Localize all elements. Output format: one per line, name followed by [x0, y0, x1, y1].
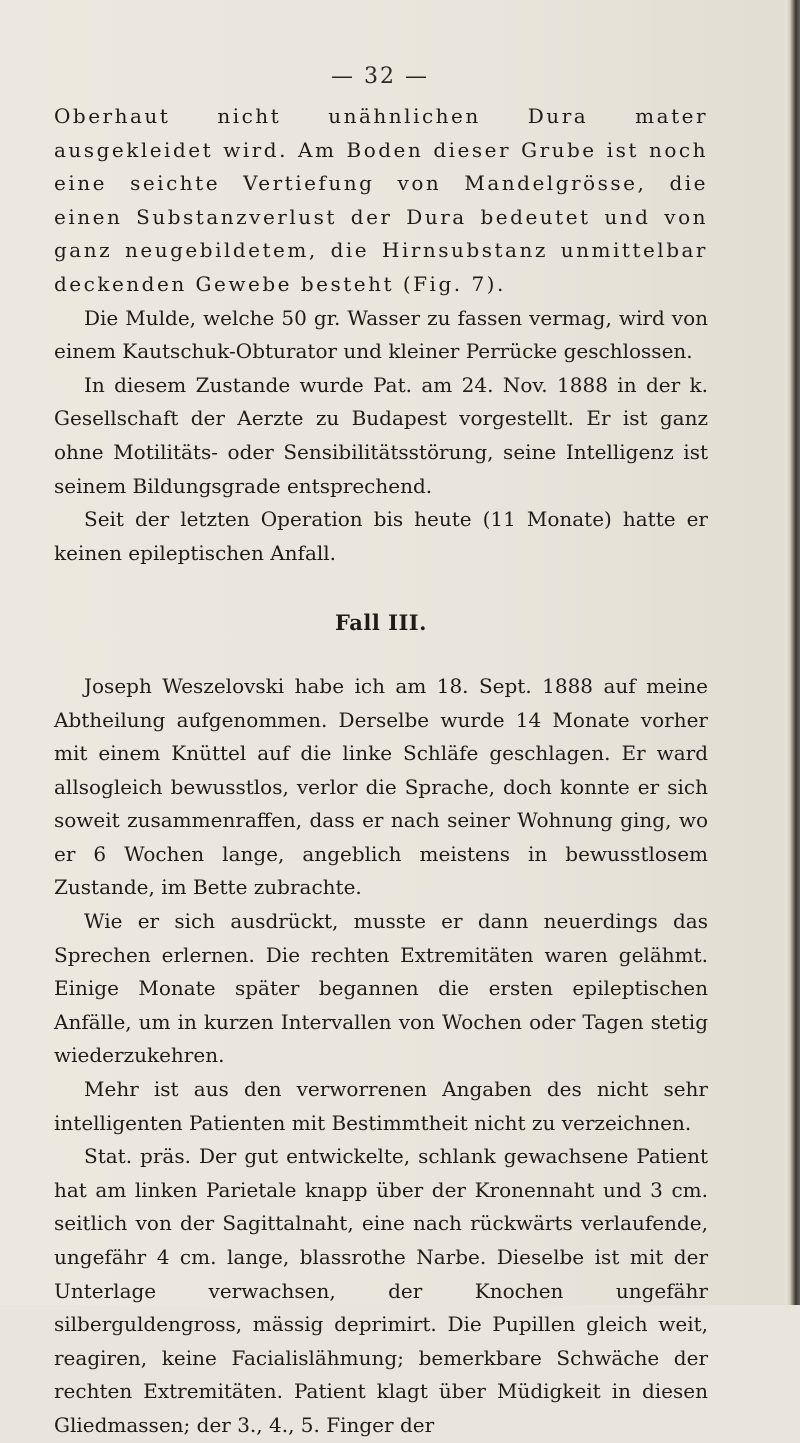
- paragraph: Die Mulde, welche 50 gr. Wasser zu fassen vermag, wird von einem Kautschuk-Obturator und kleiner Perrücke geschlossen.: [54, 305, 708, 364]
- paragraph: In diesem Zustande wurde Pat. am 24. Nov. 1888 in der k. Gesellschaft der Aerzte zu Budapest vorgestellt. Er ist ganz ohne Motilitäts- oder Sensibilitätsstörung, seine Intelligenz ist seinem Bildungsgrade entsprechend.: [54, 372, 708, 498]
- paragraph: Seit der letzten Operation bis heute (11 Monate) hatte er keinen epileptischen Anfall.: [54, 507, 708, 565]
- paragraph: Oberhaut nicht unähnlichen Dura mater ausgekleidet wird. Am Boden dieser Grube ist noch eine seichte Vertiefung von Mandelgrösse, die einen Substanzverlust der Dura bedeutet und von ganz neugebildetem, die Hirnsubstanz unmittelbar deckenden Gewebe besteht (Fig. 7).: [54, 104, 708, 296]
- paragraph: Mehr ist aus den verworrenen Angaben des nicht sehr intelligenten Patienten mit Bestimmtheit nicht zu verzeichnen.: [54, 1077, 708, 1135]
- page-number: — 32 —: [331, 64, 429, 89]
- paragraph: Joseph Weszelovski habe ich am 18. Sept. 1888 auf meine Abtheilung aufgenommen. Derselbe wurde 14 Monate vorher mit einem Knüttel auf die linke Schläfe geschlagen. Er ward allsogleich bewusstlos, verlor die Sprache, doch konnte er sich soweit zusammenraffen, dass er nach seiner Wohnung ging, wo er 6 Wochen lange, angeblich meistens in bewusstlosem Zustande, im Bette zubrachte.: [54, 673, 708, 900]
- page-edge-shadow: [786, 0, 800, 1305]
- paragraph: Stat. präs. Der gut entwickelte, schlank gewachsene Patient hat am linken Parietale knapp über der Kronennaht und 3 cm. seitlich von der Sagittalnaht, eine nach rückwärts verlaufende, ungefähr 4 cm. lange, blassrothe Narbe. Dieselbe ist mit der Unterlage verwachsen, der Knochen ungefähr silberguldengross, mässig deprimirt. Die Pupillen gleich weit, reagiren, keine Facialislähmung; bemerkbare Schwäche der rechten Extremitäten. Patient klagt über Müdigkeit in diesen Gliedmassen; der 3., 4., 5. Finger der: [54, 1144, 708, 1437]
- body-text: [54, 100, 708, 1443]
- section-heading: Fall III.: [335, 610, 427, 636]
- paragraph: Wie er sich ausdrückt, musste er dann neuerdings das Sprechen erlernen. Die rechten Extremitäten waren gelähmt. Einige Monate später begannen die ersten epileptischen Anfälle, um in kurzen Intervallen von Wochen oder Tagen stetig wiederzukehren.: [54, 909, 708, 1068]
